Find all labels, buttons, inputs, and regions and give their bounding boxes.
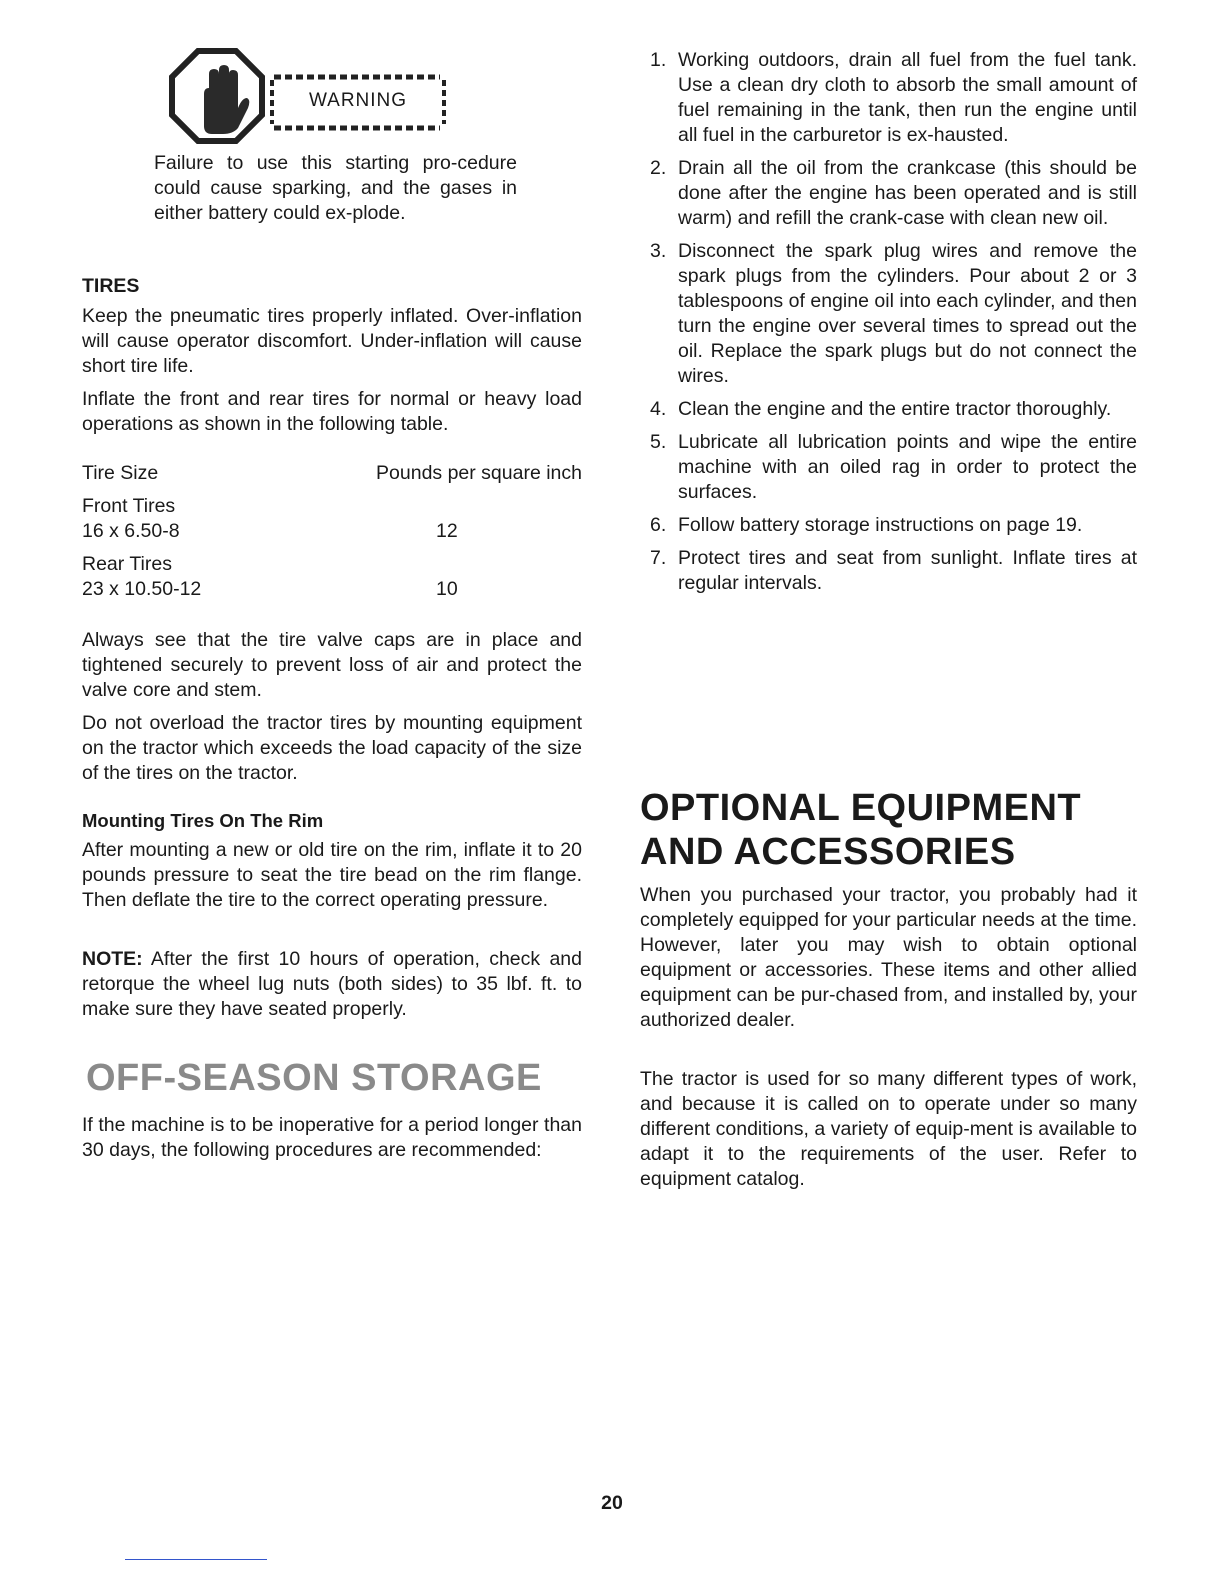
note-label: NOTE: bbox=[82, 948, 143, 970]
storage-intro: If the machine is to be inoperative for a period longer than 30 days, the following procedures are recommended: bbox=[82, 1114, 582, 1161]
table-cell-size: 16 x 6.50-8 bbox=[82, 520, 180, 542]
warning-label: WARNING bbox=[308, 90, 408, 111]
table-cell-psi: 12 bbox=[436, 520, 458, 542]
bottom-divider bbox=[125, 1559, 267, 1560]
note-text: After the first 10 hours of operation, check and retorque the wheel lug nuts (both sides) to 35 lbf. ft. to make sure they have seated properly. bbox=[82, 948, 582, 1020]
optional-heading-line2: AND ACCESSORIES bbox=[640, 831, 1016, 873]
optional-para-1: When you purchased your tractor, you probably had it completely equipped for your particular needs at the time. However, later you may wish to obtain optional equipment or accessories. These items and other allied equipment can be pur-chased from, and installed by, your authorized dealer. bbox=[640, 884, 1137, 1031]
list-item: 6. Follow battery storage instructions on page 19. bbox=[650, 514, 1083, 536]
tires-para-1: Keep the pneumatic tires properly inflated. Over-inflation will cause operator discomfort. Under-inflation will cause short tire life. bbox=[82, 305, 582, 377]
table-cell-size: 23 x 10.50-12 bbox=[82, 578, 202, 600]
list-item: 2. Drain all the oil from the crankcase (this should be done after the engine has been operated and is still warm) and refill the crank-case with clean new oil. bbox=[650, 157, 1137, 229]
list-item: 7. Protect tires and seat from sunlight. Inflate tires at regular intervals. bbox=[650, 547, 1137, 594]
storage-heading: OFF-SEASON STORAGE bbox=[86, 1057, 542, 1099]
optional-para-2: The tractor is used for so many different types of work, and because it is called on to operate under so many different conditions, a variety of equip-ment is available to adapt it to the requirements of the user. Refer to equipment catalog. bbox=[640, 1068, 1137, 1190]
warning-text: Failure to use this starting pro-cedure could cause sparking, and the gases in either battery could ex-plode. bbox=[154, 152, 517, 224]
warning-badge bbox=[168, 48, 458, 148]
note-paragraph bbox=[82, 947, 582, 1022]
list-item: 3. Disconnect the spark plug wires and remove the spark plugs from the cylinders. Pour about 2 or 3 tablespoons of engine oil into each cylinder, and then turn the engine over several times to spread out the oil. Replace the spark plugs but do not connect the wires. bbox=[650, 240, 1137, 387]
mounting-para: After mounting a new or old tire on the rim, inflate it to 20 pounds pressure to seat the tire bead on the rim flange. Then deflate the tire to the correct operating pressure. bbox=[82, 839, 582, 911]
optional-heading bbox=[640, 786, 1081, 874]
table-header-size: Tire Size bbox=[82, 462, 159, 484]
table-header-psi: Pounds per square inch bbox=[376, 462, 582, 484]
tires-para-4: Do not overload the tractor tires by mounting equipment on the tractor which exceeds the load capacity of the size of the tires on the tractor. bbox=[82, 712, 582, 784]
storage-steps-list bbox=[640, 48, 1137, 604]
list-item: 1. Working outdoors, drain all fuel from the fuel tank. Use a clean dry cloth to absorb the small amount of fuel remaining in the tank, then run the engine until all fuel in the carburetor is ex-hausted. bbox=[650, 49, 1137, 146]
page-number: 20 bbox=[601, 1492, 623, 1514]
tires-heading: TIRES bbox=[82, 275, 140, 297]
table-group-label: Rear Tires bbox=[82, 553, 172, 575]
list-item: 4. Clean the engine and the entire tractor thoroughly. bbox=[650, 398, 1112, 420]
list-item: 5. Lubricate all lubrication points and wipe the entire machine with an oiled rag in order to protect the surfaces. bbox=[650, 431, 1137, 503]
tires-para-3: Always see that the tire valve caps are in place and tightened securely to prevent loss of air and protect the valve core and stem. bbox=[82, 629, 582, 701]
table-cell-psi: 10 bbox=[436, 578, 458, 600]
table-group-label: Front Tires bbox=[82, 495, 176, 517]
tires-para-2: Inflate the front and rear tires for normal or heavy load operations as shown in the following table. bbox=[82, 388, 582, 435]
optional-heading-line1: OPTIONAL EQUIPMENT bbox=[640, 787, 1082, 829]
mounting-heading: Mounting Tires On The Rim bbox=[82, 810, 324, 831]
